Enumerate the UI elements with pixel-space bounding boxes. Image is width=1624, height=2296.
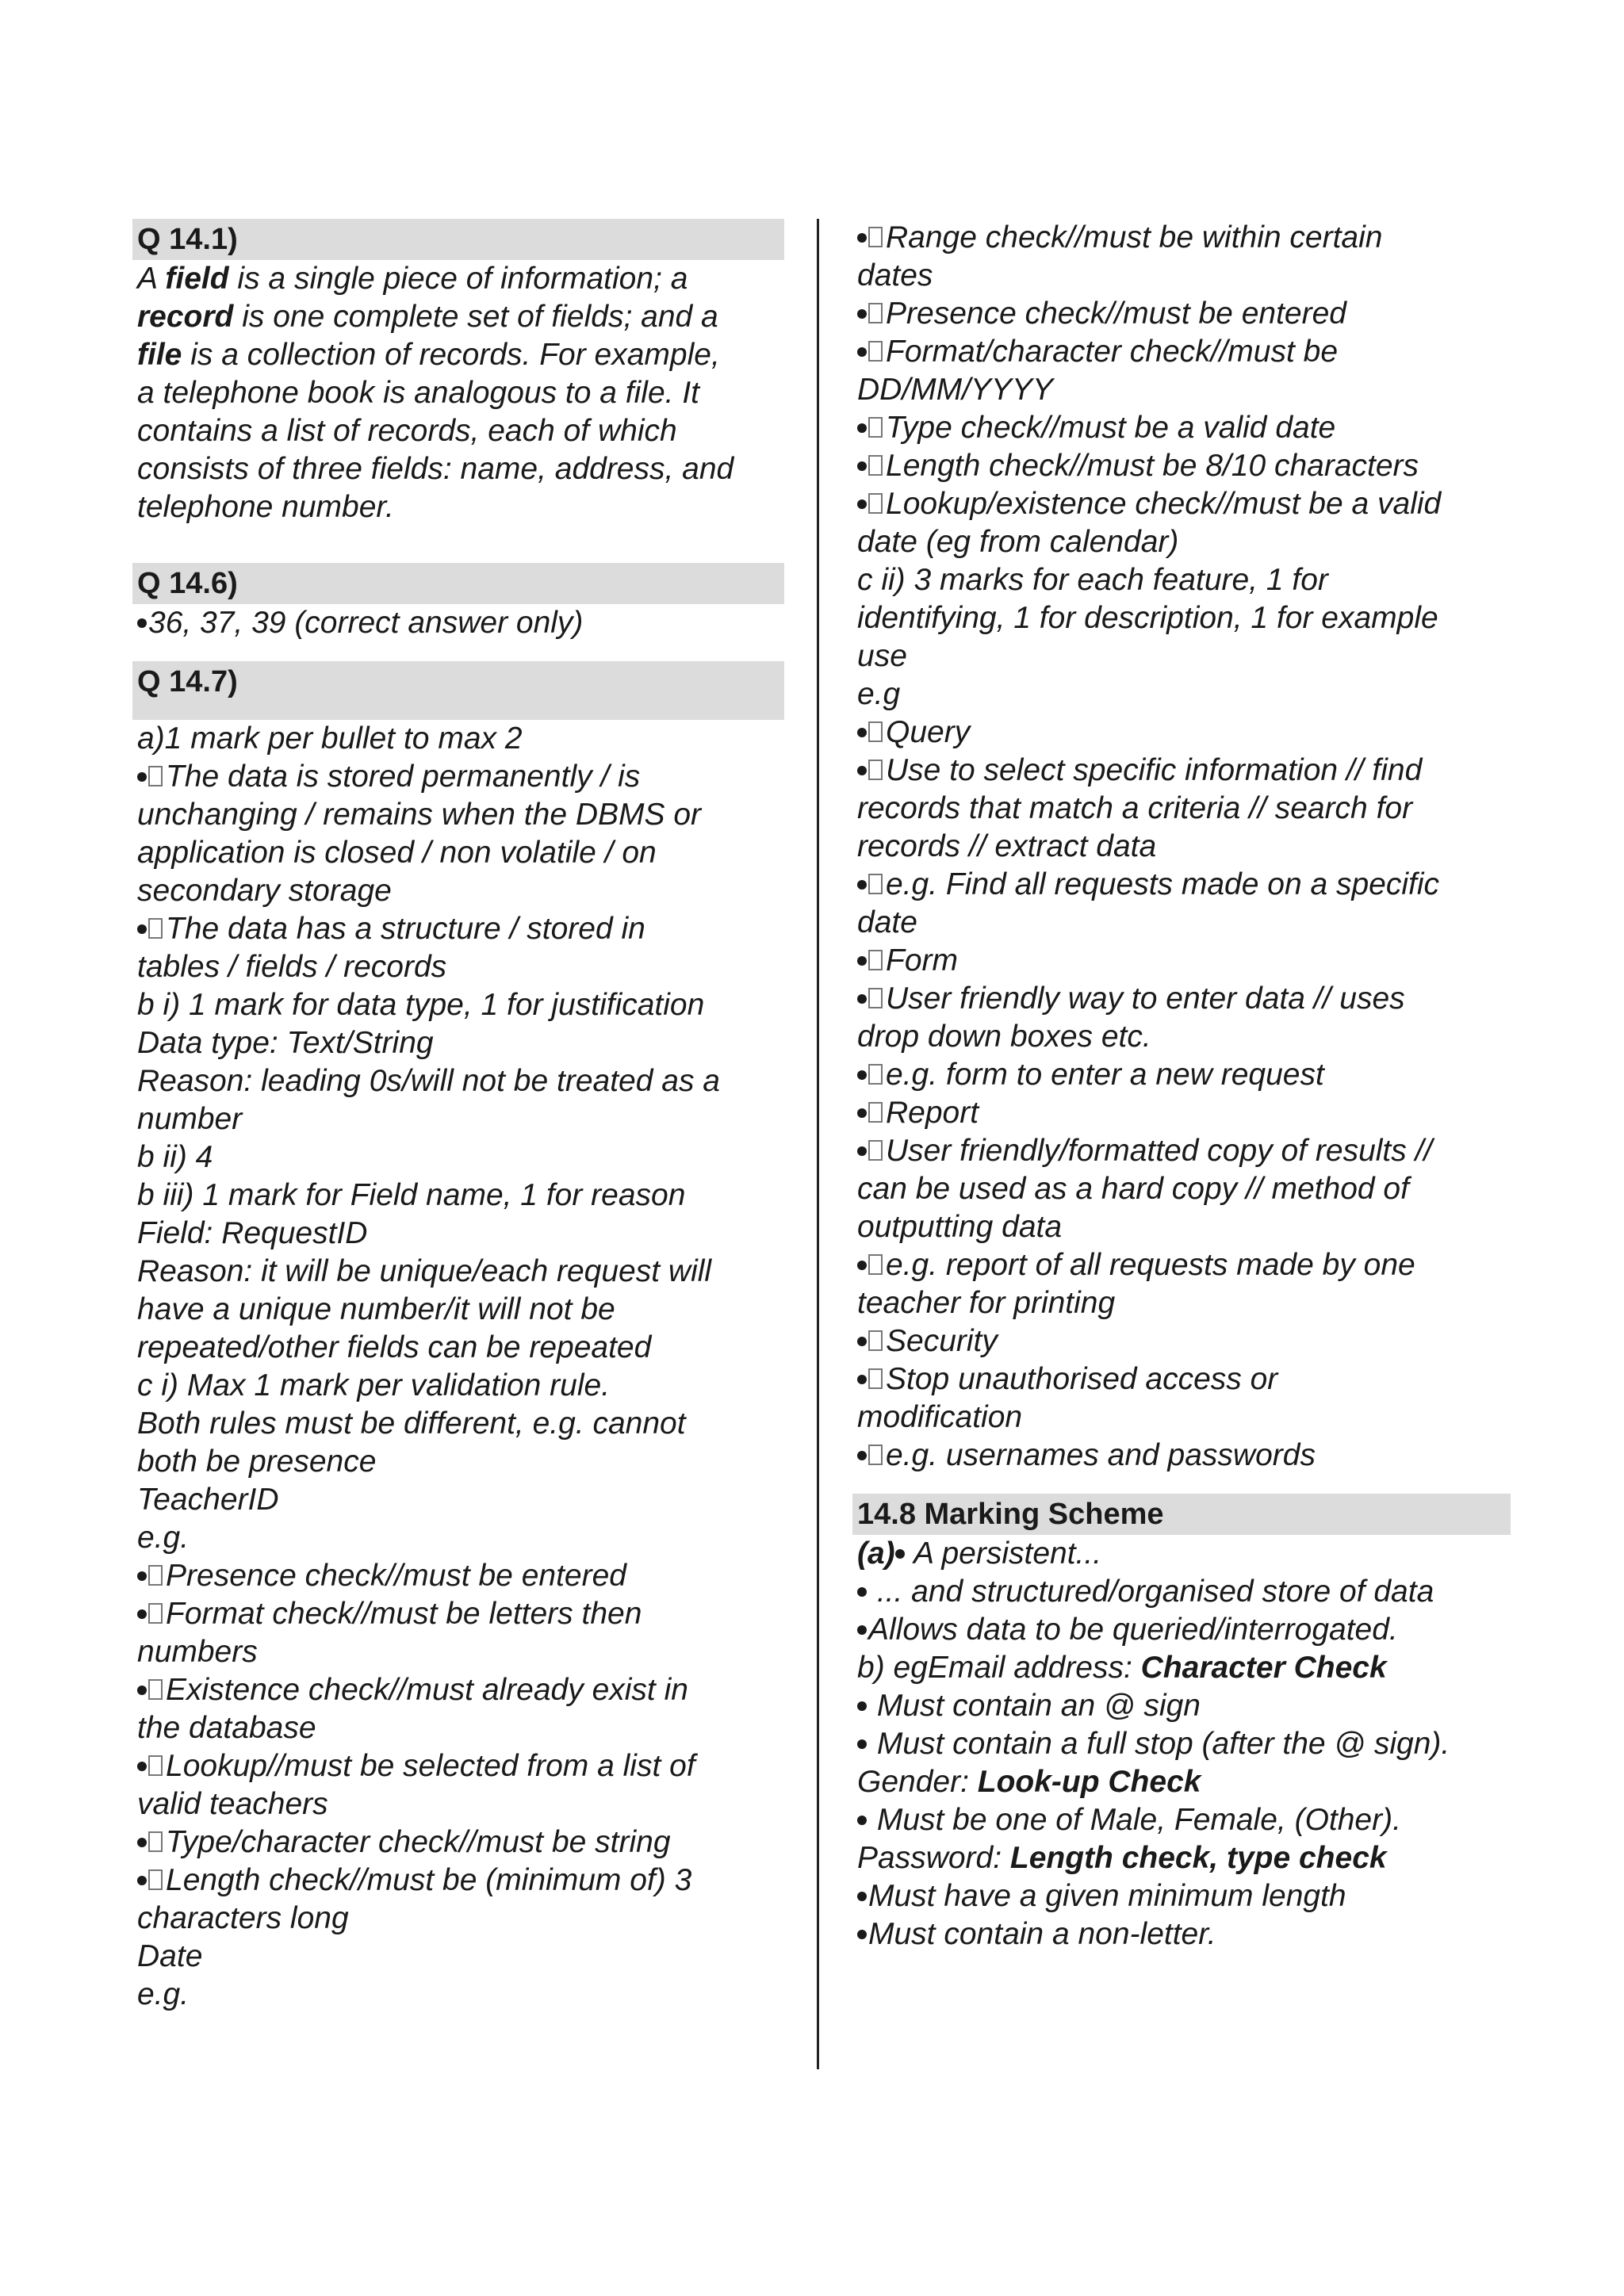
bullet-icon [857, 1146, 867, 1156]
q14-8-line: ... and structured/organised store of data [852, 1573, 1511, 1611]
text-line: Type/character check//must be string [132, 1823, 784, 1862]
bullet-icon [857, 1701, 867, 1711]
q14-8-line: Gender: Look-up Check [857, 1765, 1201, 1799]
text-line: date [857, 905, 917, 939]
text-line: teacher for printing [857, 1286, 1116, 1320]
left-column [132, 219, 784, 2014]
missing-glyph-box-icon [148, 766, 163, 786]
text-line: can be used as a hard copy // method of [857, 1172, 1409, 1206]
bullet-icon [857, 1816, 867, 1825]
missing-glyph-box-icon [148, 1565, 163, 1586]
bullet-icon [895, 1549, 905, 1559]
text-line: outputting data [857, 1210, 1063, 1244]
text-line: have a unique number/it will not be [137, 1292, 615, 1326]
text-line: number [137, 1102, 243, 1136]
q14-8-line: (a) A persistent... [857, 1536, 1102, 1571]
text-line: Both rules must be different, e.g. cannot [137, 1406, 686, 1441]
text-line: e.g. Find all requests made on a specific [852, 866, 1511, 904]
text-line: Stop unauthorised access or [852, 1360, 1511, 1399]
right-column [852, 219, 1511, 1954]
q14-8-text [852, 1535, 1511, 1954]
text-line: a)1 mark per bullet to max 2 [137, 721, 523, 756]
text-line: User friendly way to enter data // uses [852, 980, 1511, 1018]
text-line: repeated/other fields can be repeated [137, 1330, 652, 1364]
text-line: Existence check//must already exist in [132, 1671, 784, 1709]
missing-glyph-box-icon [868, 1368, 883, 1389]
bullet-icon [857, 1108, 867, 1118]
text-line: date (eg from calendar) [857, 525, 1179, 559]
q14-1-text [132, 260, 784, 526]
bullet-icon [137, 924, 147, 934]
column-divider [817, 219, 819, 2069]
text-line: b ii) 4 [137, 1140, 213, 1174]
text-line: Report [852, 1094, 1511, 1132]
text-line: valid teachers [137, 1787, 328, 1821]
text-line: numbers [137, 1635, 258, 1669]
text-line: Security [852, 1322, 1511, 1360]
text-line: records // extract data [857, 829, 1157, 863]
text-line: Use to select specific information // find [852, 752, 1511, 790]
missing-glyph-box-icon [868, 1102, 883, 1123]
text-line: secondary storage [137, 874, 392, 908]
missing-glyph-box-icon [868, 988, 883, 1008]
q14-6-header: Q 14.6) [132, 563, 784, 604]
bullet-icon [137, 1876, 147, 1885]
bullet-icon [857, 1070, 867, 1080]
text-line: e.g. form to enter a new request [852, 1056, 1511, 1094]
missing-glyph-box-icon [868, 874, 883, 894]
text-line: e.g. report of all requests made by one [852, 1246, 1511, 1284]
bullet-icon [857, 880, 867, 890]
bullet-icon [857, 423, 867, 433]
bullet-icon [857, 994, 867, 1004]
text-line: Date [137, 1939, 203, 1973]
bullet-icon [857, 1892, 867, 1901]
missing-glyph-box-icon [868, 341, 883, 362]
text-line: DD/MM/YYYY [857, 373, 1054, 407]
q14-8-line: Must contain a full stop (after the @ sign). [852, 1725, 1511, 1763]
text-line: Length check//must be 8/10 characters [852, 447, 1511, 485]
text-line: records that match a criteria // search for [857, 791, 1413, 825]
missing-glyph-box-icon [148, 1755, 163, 1776]
q14-1-header: Q 14.1) [132, 219, 784, 260]
bullet-icon [857, 1375, 867, 1384]
q14-1-line: record is one complete set of fields; and a [137, 300, 718, 334]
text-line: c i) Max 1 mark per validation rule. [137, 1368, 611, 1402]
text-line: Query [852, 714, 1511, 752]
bullet-icon [857, 1451, 867, 1460]
text-line: identifying, 1 for description, 1 for example [857, 601, 1438, 635]
bullet-icon [857, 347, 867, 357]
text-line: Length check//must be (minimum of) 3 [132, 1862, 784, 1900]
text-line: TeacherID [137, 1483, 279, 1517]
missing-glyph-box-icon [148, 918, 163, 939]
text-line: Presence check//must be entered [132, 1557, 784, 1595]
text-line: e.g. usernames and passwords [852, 1437, 1511, 1475]
missing-glyph-box-icon [868, 1254, 883, 1275]
text-line: e.g. [137, 1521, 190, 1555]
q14-8-line: Must contain an @ sign [852, 1687, 1511, 1725]
text-line: Field: RequestID [137, 1216, 368, 1250]
q14-8-line: b) egEmail address: Character Check [857, 1651, 1387, 1685]
missing-glyph-box-icon [148, 1831, 163, 1852]
bullet-icon [137, 1571, 147, 1581]
text-line: Form [852, 942, 1511, 980]
bullet-icon [137, 1762, 147, 1771]
missing-glyph-box-icon [868, 950, 883, 970]
bullet-icon [137, 1609, 147, 1619]
q14-1-line: consists of three fields: name, address, and [137, 452, 734, 486]
text-line: The data has a structure / stored in [132, 910, 784, 948]
text-line: Format check//must be letters then [132, 1595, 784, 1633]
text-line: e.g [857, 677, 901, 711]
bullet-icon [137, 1838, 147, 1847]
bullet-icon [857, 1261, 867, 1270]
text-line: both be presence [137, 1445, 377, 1479]
missing-glyph-box-icon [868, 1445, 883, 1465]
bullet-icon [857, 1739, 867, 1749]
missing-glyph-box-icon [868, 760, 883, 780]
text-line: Lookup/existence check//must be a valid [852, 485, 1511, 523]
q14-1-line: A field is a single piece of information; a [137, 262, 688, 296]
text-line: application is closed / non volatile / on [137, 836, 657, 870]
text-line: Reason: it will be unique/each request will [137, 1254, 712, 1288]
text-line: modification [857, 1400, 1023, 1434]
missing-glyph-box-icon [868, 721, 883, 742]
text-line: dates [857, 258, 933, 293]
bullet-icon [857, 1930, 867, 1939]
missing-glyph-box-icon [868, 1064, 883, 1085]
q14-1-line: contains a list of records, each of which [137, 414, 677, 448]
bullet-icon [857, 1625, 867, 1635]
q14-7-text [132, 720, 784, 2014]
missing-glyph-box-icon [868, 417, 883, 438]
text-line: Type check//must be a valid date [852, 409, 1511, 447]
q14-6-answer: 36, 37, 39 (correct answer only) [132, 604, 784, 642]
text-line: Data type: Text/String [137, 1026, 434, 1060]
missing-glyph-box-icon [868, 1140, 883, 1161]
q14-1-line: telephone number. [137, 490, 394, 524]
q14-1-line: a telephone book is analogous to a file. It [137, 376, 700, 410]
bullet-icon [857, 461, 867, 471]
text-line: b i) 1 mark for data type, 1 for justification [137, 988, 705, 1022]
q14-8-header: 14.8 Marking Scheme [852, 1494, 1511, 1535]
missing-glyph-box-icon [868, 1330, 883, 1351]
bullet-icon [857, 499, 867, 509]
bullet-icon [137, 772, 147, 782]
missing-glyph-box-icon [868, 303, 883, 323]
q14-7-header: Q 14.7) [132, 661, 784, 720]
bullet-icon [857, 728, 867, 737]
q14-8-line: Must have a given minimum length [852, 1877, 1511, 1915]
text-line: tables / fields / records [137, 950, 447, 984]
text-line: b iii) 1 mark for Field name, 1 for reason [137, 1178, 686, 1212]
missing-glyph-box-icon [868, 227, 883, 247]
q14-7-continuation [852, 219, 1511, 1475]
text-line: Presence check//must be entered [852, 295, 1511, 333]
bullet-icon [857, 233, 867, 243]
bullet-icon [857, 309, 867, 319]
q14-8-line: Allows data to be queried/interrogated. [852, 1611, 1511, 1649]
missing-glyph-box-icon [868, 455, 883, 476]
text-line: c ii) 3 marks for each feature, 1 for [857, 563, 1328, 597]
text-line: e.g. [137, 1977, 190, 2011]
text-line: Lookup//must be selected from a list of [132, 1747, 784, 1785]
bullet-icon [857, 1587, 867, 1597]
bullet-icon [857, 766, 867, 775]
bullet-icon [137, 618, 147, 628]
bullet-icon [857, 956, 867, 966]
q14-8-line: Must be one of Male, Female, (Other). [852, 1801, 1511, 1839]
missing-glyph-box-icon [148, 1869, 163, 1890]
q14-1-line: file is a collection of records. For example, [137, 338, 720, 372]
text-line: The data is stored permanently / is [132, 758, 784, 796]
text-line: Reason: leading 0s/will not be treated as a [137, 1064, 720, 1098]
text-line: use [857, 639, 907, 673]
text-line: unchanging / remains when the DBMS or [137, 798, 702, 832]
missing-glyph-box-icon [868, 493, 883, 514]
text-line: Format/character check//must be [852, 333, 1511, 371]
text-line: drop down boxes etc. [857, 1020, 1151, 1054]
text-line: characters long [137, 1901, 349, 1935]
text-line: User friendly/formatted copy of results // [852, 1132, 1511, 1170]
bullet-icon [137, 1686, 147, 1695]
q14-8-line: Must contain a non-letter. [852, 1915, 1511, 1954]
text-line: Range check//must be within certain [852, 219, 1511, 257]
bullet-icon [857, 1337, 867, 1346]
missing-glyph-box-icon [148, 1603, 163, 1624]
q14-8-line: Password: Length check, type check [857, 1841, 1387, 1875]
missing-glyph-box-icon [148, 1679, 163, 1700]
text-line: the database [137, 1711, 316, 1745]
